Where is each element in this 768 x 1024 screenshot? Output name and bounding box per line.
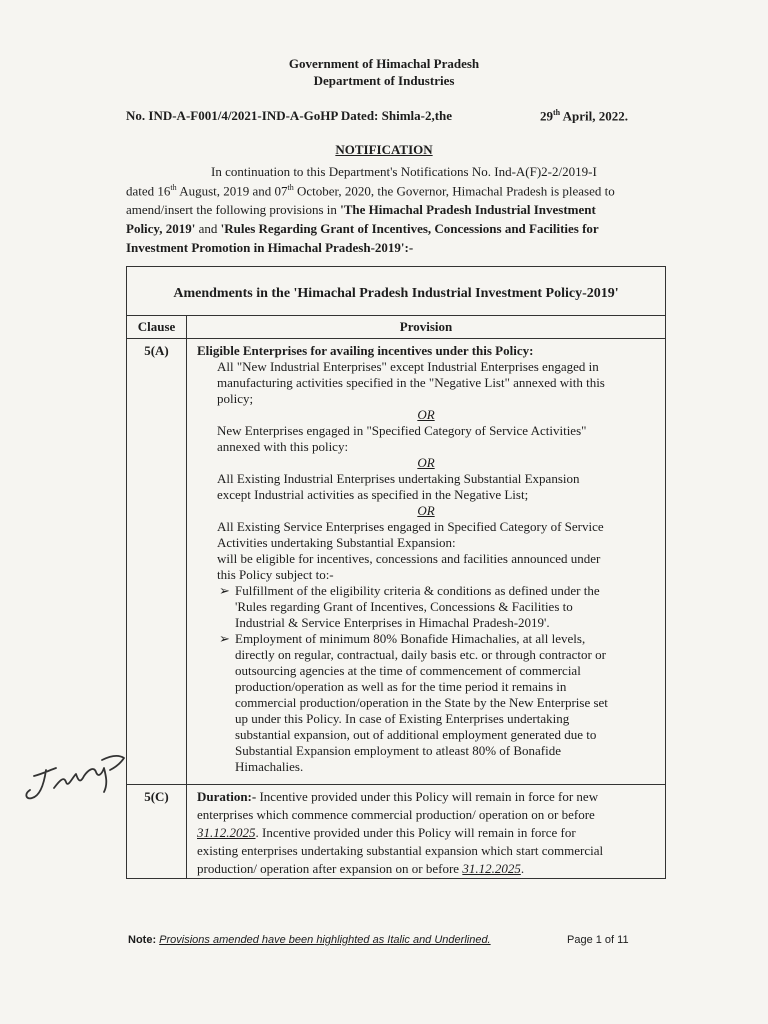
page-number: Page 1 of 11 — [567, 934, 629, 946]
row1-line: New Enterprises engaged in "Specified Category of Service Activities" — [217, 423, 587, 438]
signature-icon — [20, 740, 140, 810]
row1-line: All "New Industrial Enterprises" except Industrial Enterprises engaged in — [217, 359, 599, 374]
bullet1-line: Fulfillment of the eligibility criteria & conditions as defined under the — [235, 583, 600, 598]
clause-5c: 5(C) — [144, 789, 169, 804]
intro-line-4: Policy, 2019' and 'Rules Regarding Grant of Incentives, Concessions and Facilities for — [126, 221, 599, 236]
department-name: Department of Industries — [313, 73, 455, 88]
amendments-table — [126, 266, 666, 879]
row1-line: All Existing Industrial Enterprises undertaking Substantial Expansion — [217, 471, 580, 486]
row2-line-3: 31.12.2025. Incentive provided under this Policy will remain in force for — [197, 825, 576, 840]
bullet1-line: Industrial & Service Enterprises in Himachal Pradesh-2019'. — [235, 615, 550, 630]
column-header-clause: Clause — [137, 319, 176, 334]
row1-line: Activities undertaking Substantial Expansion: — [217, 535, 456, 550]
row1-line: except Industrial activities as specified in the Negative List; — [217, 487, 529, 502]
column-header-provision: Provision — [399, 319, 453, 334]
row1-line: manufacturing activities specified in the "Negative List" annexed with this — [217, 375, 605, 390]
clause-5a: 5(A) — [144, 343, 169, 358]
row1-line: annexed with this policy: — [217, 439, 349, 454]
bullet2-line: directly on regular, contractual, daily basis etc. or through contractor or — [235, 647, 606, 662]
intro-line-3: amend/insert the following provisions in 'The Himachal Pradesh Industrial Investment — [126, 202, 596, 217]
row1-line: this Policy subject to:- — [217, 567, 334, 582]
row2-line-1: Duration:- Incentive provided under this Policy will remain in force for new — [197, 789, 599, 804]
bullet1-line: 'Rules regarding Grant of Incentives, Concessions & Facilities to — [235, 599, 573, 614]
row2-line-5: production/ operation after expansion on or before 31.12.2025. — [197, 861, 525, 876]
bullet2-line: commercial production/operation in the State by the New Enterprise set — [235, 695, 608, 710]
row1-line: policy; — [217, 391, 254, 406]
table-title: Amendments in the 'Himachal Pradesh Industrial Investment Policy-2019' — [173, 286, 619, 301]
row2-line-2: enterprises which commence commercial production/ operation on or before — [197, 807, 595, 822]
bullet-arrow-icon: ➢ — [219, 583, 230, 598]
bullet2-line: substantial expansion, out of additional employment generated due to — [235, 727, 597, 742]
intro-line-5: Investment Promotion in Himachal Pradesh-2019':- — [126, 240, 414, 255]
department-government-line: Government of Himachal Pradesh — [288, 56, 480, 71]
bullet2-line: up under this Policy. In case of Existing Enterprises undertaking — [235, 711, 570, 726]
bullet2-line: production/operation as well as for the time period it remains in — [235, 679, 567, 694]
bullet2-line: outsourcing agencies at the time of commencement of commercial — [235, 663, 581, 678]
or-separator: OR — [417, 407, 435, 422]
bullet2-line: Himachalies. — [235, 759, 304, 774]
bullet-arrow-icon: ➢ — [219, 631, 230, 646]
reference-number: No. IND-A-F001/4/2021-IND-A-GoHP Dated: Shimla-2,the — [126, 108, 453, 123]
bullet2-line: Substantial Expansion employment to atleast 80% of Bonafide — [235, 743, 562, 758]
bullet2-line: Employment of minimum 80% Bonafide Himachalies, at all levels, — [235, 631, 586, 646]
or-separator: OR — [417, 503, 435, 518]
intro-line-1: In continuation to this Department's Notifications No. Ind-A(F)2-2/2019-I — [211, 164, 597, 179]
row1-heading: Eligible Enterprises for availing incentives under this Policy: — [197, 343, 534, 358]
or-separator: OR — [417, 455, 435, 470]
footer-note: Note: Provisions amended have been highlighted as Italic and Underlined. — [128, 934, 491, 946]
notification-date: 29th April, 2022. — [540, 108, 629, 124]
row1-line: All Existing Service Enterprises engaged in Specified Category of Service — [217, 519, 604, 534]
row1-line: will be eligible for incentives, concessions and facilities announced under — [217, 551, 601, 566]
intro-line-2: dated 16th August, 2019 and 07th October, 2020, the Governor, Himachal Pradesh is pleased to — [126, 183, 615, 199]
notification-title: NOTIFICATION — [335, 142, 433, 157]
row2-line-4: existing enterprises undertaking substantial expansion which start commercial — [197, 843, 604, 858]
